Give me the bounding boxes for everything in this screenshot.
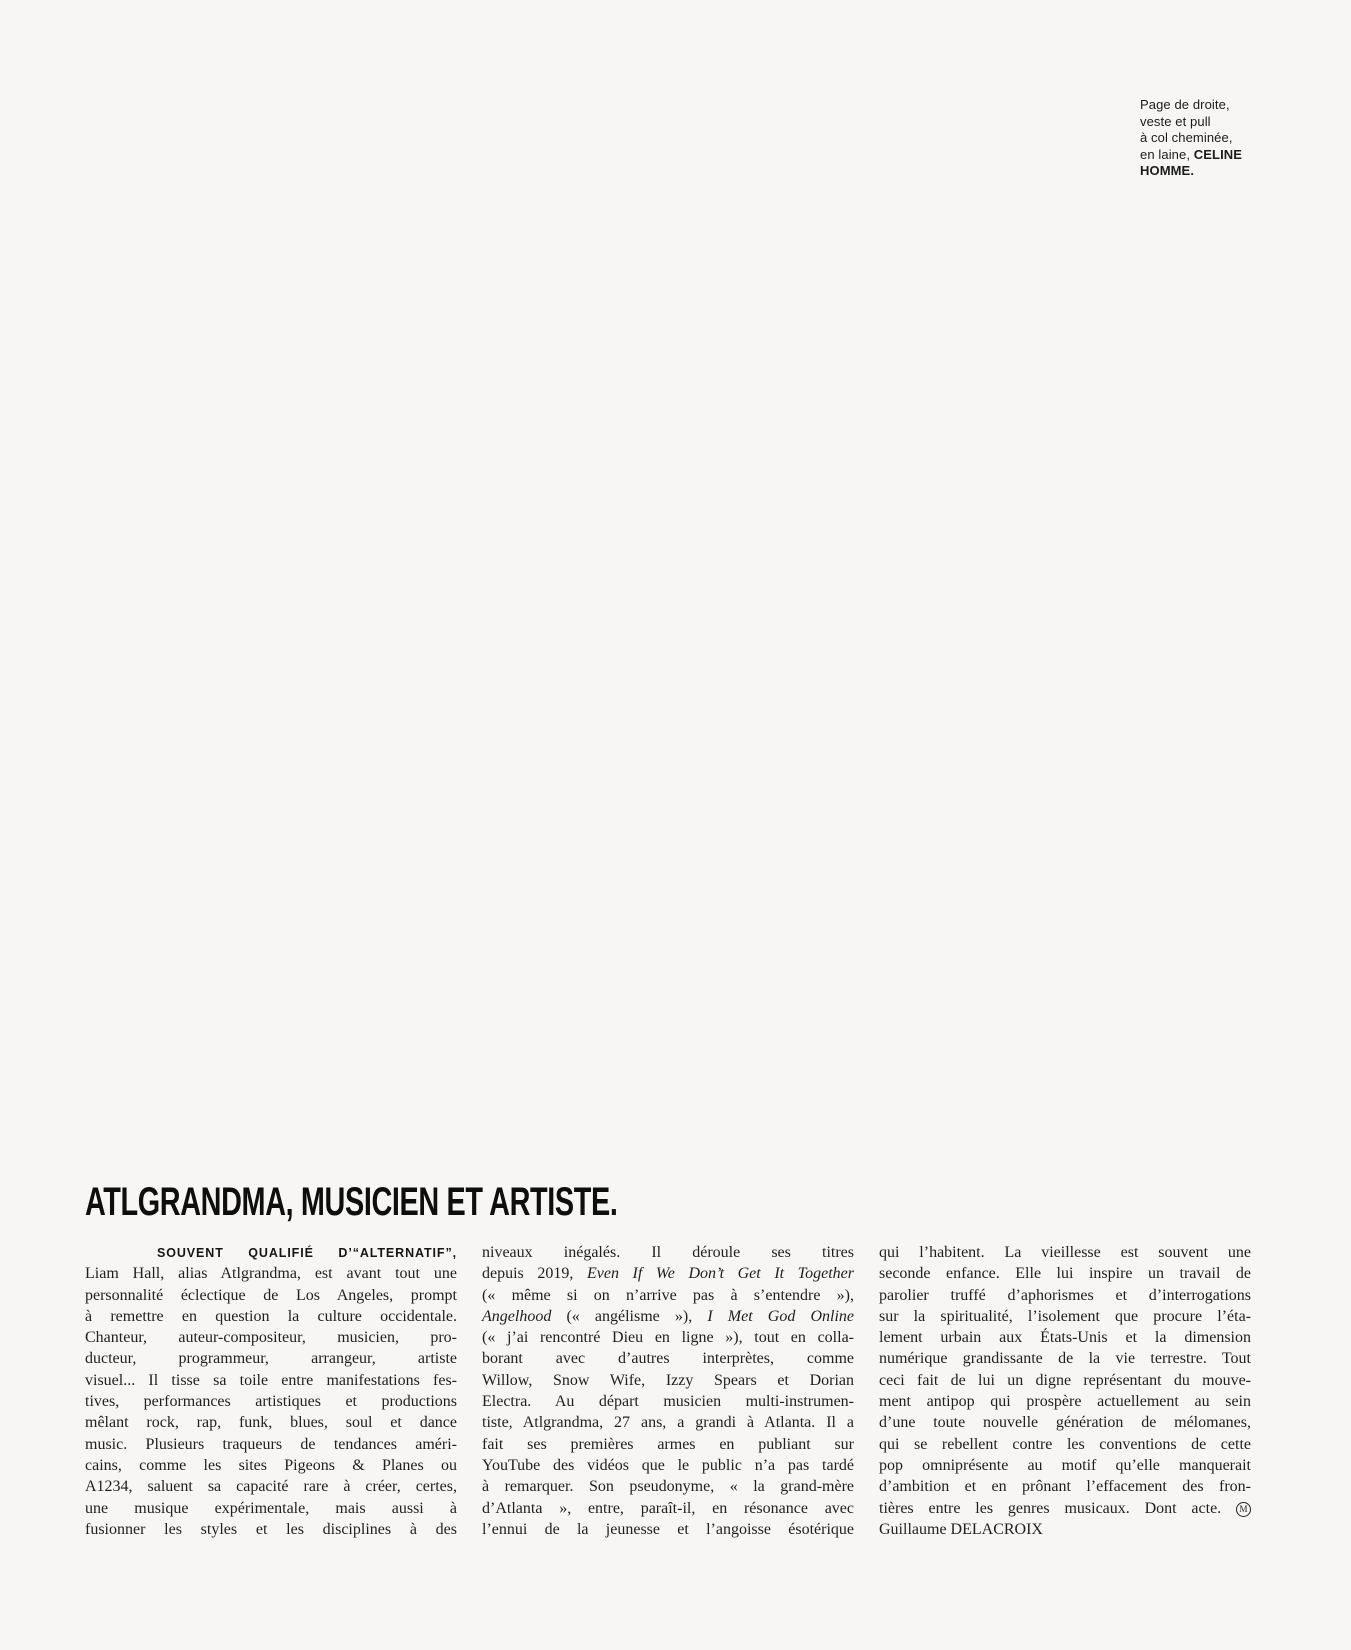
text-segment: CELINE — [1193, 146, 1243, 162]
body-text-line — [879, 1327, 1251, 1348]
text-segment: Page de droite, — [1140, 97, 1230, 112]
text-segment: d’Atlanta », entre, paraît-il, en résonance avec — [482, 1499, 854, 1517]
text-segment: d’ambition et en prônant l’effacement des fron- — [879, 1478, 1251, 1496]
text-segment: à remettre en question la culture occidentale. — [85, 1307, 457, 1325]
body-text-line — [879, 1285, 1251, 1306]
caption-line — [1140, 163, 1280, 180]
text-segment: (« angélisme »), — [551, 1307, 708, 1325]
body-text-line — [879, 1434, 1251, 1455]
text-segment: ment antipop qui prospère actuellement au sein — [879, 1393, 1251, 1411]
body-text-line — [85, 1242, 457, 1263]
photo-credit-caption — [1140, 97, 1280, 180]
text-segment: SOUVENT QUALIFIÉ D’“ALTERNATIF”, — [157, 1246, 457, 1260]
text-segment: personnalité éclectique de Los Angeles, prompt — [85, 1286, 457, 1304]
text-segment: d’une toute nouvelle génération de mélomanes, — [879, 1414, 1251, 1432]
text-segment: qui l’habitent. La vieillesse est souvent une — [879, 1244, 1251, 1261]
text-segment: YouTube des vidéos que le public n’a pas tardé — [482, 1456, 854, 1474]
text-segment: Angelhood — [482, 1307, 552, 1325]
body-text-line — [482, 1327, 854, 1348]
body-text-line — [482, 1412, 854, 1433]
text-segment: visuel... Il tisse sa toile entre manifestations fes- — [85, 1371, 457, 1389]
body-text-line — [879, 1242, 1251, 1263]
text-segment: qui se rebellent contre les conventions de cette — [879, 1435, 1251, 1453]
body-text-line — [482, 1519, 854, 1540]
text-segment: niveaux inégalés. Il déroule ses titres — [482, 1244, 854, 1261]
body-text-line — [85, 1391, 457, 1412]
text-segment: fait ses premières armes en publiant sur — [482, 1435, 854, 1453]
text-segment: seconde enfance. Elle lui inspire un travail de — [879, 1265, 1251, 1283]
body-text-line — [482, 1348, 854, 1369]
body-text-line — [85, 1370, 457, 1391]
text-segment: borant avec d’autres interprètes, comme — [482, 1350, 854, 1368]
body-text-line — [879, 1412, 1251, 1433]
text-segment: à remarquer. Son pseudonyme, « la grand-mère — [482, 1478, 854, 1496]
body-text-line — [879, 1476, 1251, 1497]
text-segment: depuis 2019, — [482, 1265, 587, 1283]
text-segment: fusionner les styles et les disciplines à des — [85, 1520, 457, 1538]
body-text-line — [85, 1412, 457, 1433]
body-text-line — [85, 1455, 457, 1476]
body-text-line — [85, 1434, 457, 1455]
body-text-line — [879, 1519, 1251, 1540]
body-text-line — [85, 1348, 457, 1369]
text-segment: l’ennui de la jeunesse et l’angoisse ésotérique — [482, 1520, 854, 1538]
text-segment: I Met God Online — [707, 1307, 854, 1325]
text-segment: une musique expérimentale, mais aussi à — [85, 1499, 457, 1517]
text-segment: (« même si on n’arrive pas à s’entendre »), — [482, 1286, 854, 1304]
body-text-line — [482, 1455, 854, 1476]
text-segment: sur la spiritualité, l’isolement que procure l’éta- — [879, 1307, 1251, 1325]
caption-line — [1140, 97, 1280, 114]
body-text-line — [482, 1370, 854, 1391]
body-text-line — [85, 1519, 457, 1540]
caption-line — [1140, 147, 1280, 164]
end-of-article-m-mark: M — [1236, 1502, 1251, 1517]
text-segment: ceci fait de lui un digne représentant du mouve- — [879, 1371, 1251, 1389]
text-segment: ducteur, programmeur, arrangeur, artiste — [85, 1350, 457, 1368]
text-segment: music. Plusieurs traqueurs de tendances améri- — [85, 1435, 457, 1453]
body-text-line — [879, 1306, 1251, 1327]
body-text-line — [879, 1498, 1251, 1519]
text-segment: lement urbain aux États-Unis et la dimension — [879, 1329, 1251, 1347]
text-segment: mêlant rock, rap, funk, blues, soul et dance — [85, 1414, 457, 1432]
body-text-line — [482, 1306, 854, 1327]
text-segment: Guillaume DELACROIX — [879, 1520, 1043, 1538]
text-segment: tives, performances artistiques et productions — [85, 1393, 457, 1411]
body-text-line — [85, 1476, 457, 1497]
text-segment: veste et pull — [1140, 113, 1211, 129]
body-text-line — [879, 1263, 1251, 1284]
text-segment: Willow, Snow Wife, Izzy Spears et Dorian — [482, 1371, 854, 1389]
text-segment: tiste, Atlgrandma, 27 ans, a grandi à Atlanta. Il a — [482, 1414, 854, 1432]
body-text-line — [482, 1263, 854, 1284]
text-segment: Electra. Au départ musicien multi-instrumen- — [482, 1393, 854, 1411]
body-text-line — [482, 1498, 854, 1519]
text-segment: numérique grandissante de la vie terrestre. Tout — [879, 1350, 1251, 1368]
article-headline: ATLGRANDMA, MUSICIEN ET ARTISTE. — [85, 1180, 618, 1224]
body-text-line — [482, 1391, 854, 1412]
body-text-line — [482, 1285, 854, 1306]
text-segment: en laine, — [1140, 146, 1194, 162]
body-text-line — [85, 1306, 457, 1327]
text-segment: (« j’ai rencontré Dieu en ligne »), tout en colla- — [482, 1329, 854, 1347]
body-text-line — [482, 1476, 854, 1497]
text-segment: cains, comme les sites Pigeons & Planes ou — [85, 1456, 457, 1474]
text-segment: Chanteur, auteur-compositeur, musicien, pro- — [85, 1329, 457, 1347]
article-column-3 — [879, 1242, 1251, 1540]
text-segment: HOMME. — [1140, 163, 1195, 178]
text-segment: Liam Hall, alias Atlgrandma, est avant tout une — [85, 1265, 457, 1283]
body-text-line — [879, 1455, 1251, 1476]
body-text-line — [482, 1434, 854, 1455]
article-body — [85, 1242, 1251, 1540]
text-segment: pop omniprésente au motif qu’elle manquerait — [879, 1456, 1251, 1474]
article-column-2 — [482, 1242, 854, 1540]
text-segment: à col cheminée, — [1140, 130, 1233, 145]
body-text-line — [482, 1242, 854, 1263]
text-segment: parolier truffé d’aphorismes et d’interrogations — [879, 1286, 1251, 1304]
text-segment: A1234, saluent sa capacité rare à créer, certes, — [85, 1478, 457, 1496]
body-text-line — [879, 1391, 1251, 1412]
text-segment: Even If We Don’t Get It Together — [586, 1265, 854, 1283]
body-text-line — [85, 1263, 457, 1284]
text-segment: tières entre les genres musicaux. Dont acte. — [879, 1499, 1236, 1517]
caption-line — [1140, 114, 1280, 131]
article-column-1 — [85, 1242, 457, 1540]
body-text-line — [85, 1498, 457, 1519]
body-text-line — [85, 1327, 457, 1348]
body-text-line — [85, 1285, 457, 1306]
body-text-line — [879, 1348, 1251, 1369]
caption-line — [1140, 130, 1280, 147]
body-text-line — [879, 1370, 1251, 1391]
